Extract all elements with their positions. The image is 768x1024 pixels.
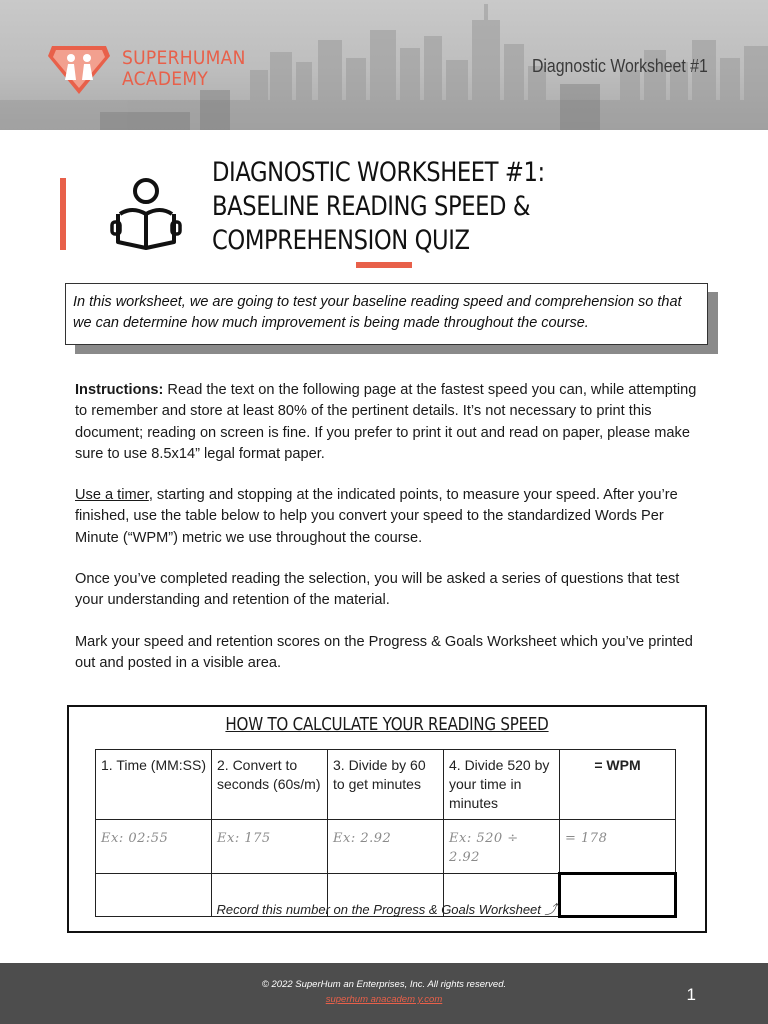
title-line1: DIAGNOSTIC WORKSHEET #1: (212, 157, 545, 188)
table-header-row (96, 750, 676, 820)
header-banner (0, 0, 768, 130)
title-accent-bar (60, 178, 66, 250)
reading-speed-calculator (67, 705, 707, 933)
header-minutes: 3. Divide by 60 to get minutes (328, 750, 444, 820)
example-time: Ex: 02:55 (96, 820, 212, 874)
title-line2: BASELINE READING SPEED & (212, 191, 531, 222)
brand-name (122, 48, 246, 90)
instructions-text: Read the text on the following page at the fastest speed you can, while attempting to remember and store at least 80% of the pertinent details. It’s not necessary to print this document; reading on screen is fine. If you prefer to print it out and read on paper, please make sure to use 8.5x14” legal format paper. (75, 382, 697, 462)
speed-table (95, 749, 677, 918)
page-footer (0, 963, 768, 1024)
record-note: Record this number on the Progress & Goals Worksheet ⤴ (216, 902, 558, 917)
timer-text: , starting and stopping at the indicated points, to measure your speed. After you’re finished, use the table below to help you convert your speed to the standardized Words Per Minute (“WPM”) metric we use throughout the course. (75, 487, 678, 546)
website-link[interactable]: superhum anacadem y.com (325, 994, 443, 1005)
brand-logo[interactable] (46, 42, 259, 96)
progress-paragraph: Mark your speed and retention scores on the Progress & Goals Worksheet which you’ve printed out and posted in a visible area. (75, 633, 693, 671)
header-wpm: = WPM (560, 750, 676, 820)
title-line3: COMPREHENSION QUIZ (212, 225, 470, 256)
header-doc-label: Diagnostic Worksheet #1 (532, 56, 708, 76)
intro-callout: In this worksheet, we are going to test your baseline reading speed and comprehension so that we can determine how much improvement is being made throughout the course. (65, 283, 708, 345)
example-minutes: Ex: 2.92 (328, 820, 444, 874)
header-time: 1. Time (MM:SS) (96, 750, 212, 820)
instructions-label: Instructions: (75, 382, 164, 398)
copyright-text: © 2022 SuperHum an Enterprises, Inc. All rights reserved. (261, 979, 507, 990)
reading-person-icon (108, 176, 184, 252)
page-title (212, 156, 545, 258)
calculator-title: HOW TO CALCULATE YOUR READING SPEED (225, 714, 549, 735)
instructions-body (75, 380, 705, 694)
timer-paragraph (75, 485, 705, 549)
table-example-row (96, 820, 676, 874)
example-seconds: Ex: 175 (212, 820, 328, 874)
superhuman-shield-icon (46, 42, 112, 96)
instructions-paragraph (75, 380, 705, 465)
brand-line1: SUPERHUMAN (122, 47, 246, 69)
questions-paragraph: Once you’ve completed reading the selection, you will be asked a series of questions that test your understanding and retention of the material. (75, 571, 680, 609)
timer-emphasis: Use a timer (75, 487, 149, 504)
example-wpm: = 178 (560, 820, 676, 874)
brand-line2: ACADEMY (122, 68, 209, 90)
example-divide: Ex: 520 ÷ 2.92 (444, 820, 560, 874)
header-seconds: 2. Convert to seconds (60s/m) (212, 750, 328, 820)
page-number: 1 (686, 985, 696, 1004)
header-divide: 4. Divide 520 by your time in minutes (444, 750, 560, 820)
title-underline (356, 262, 412, 268)
